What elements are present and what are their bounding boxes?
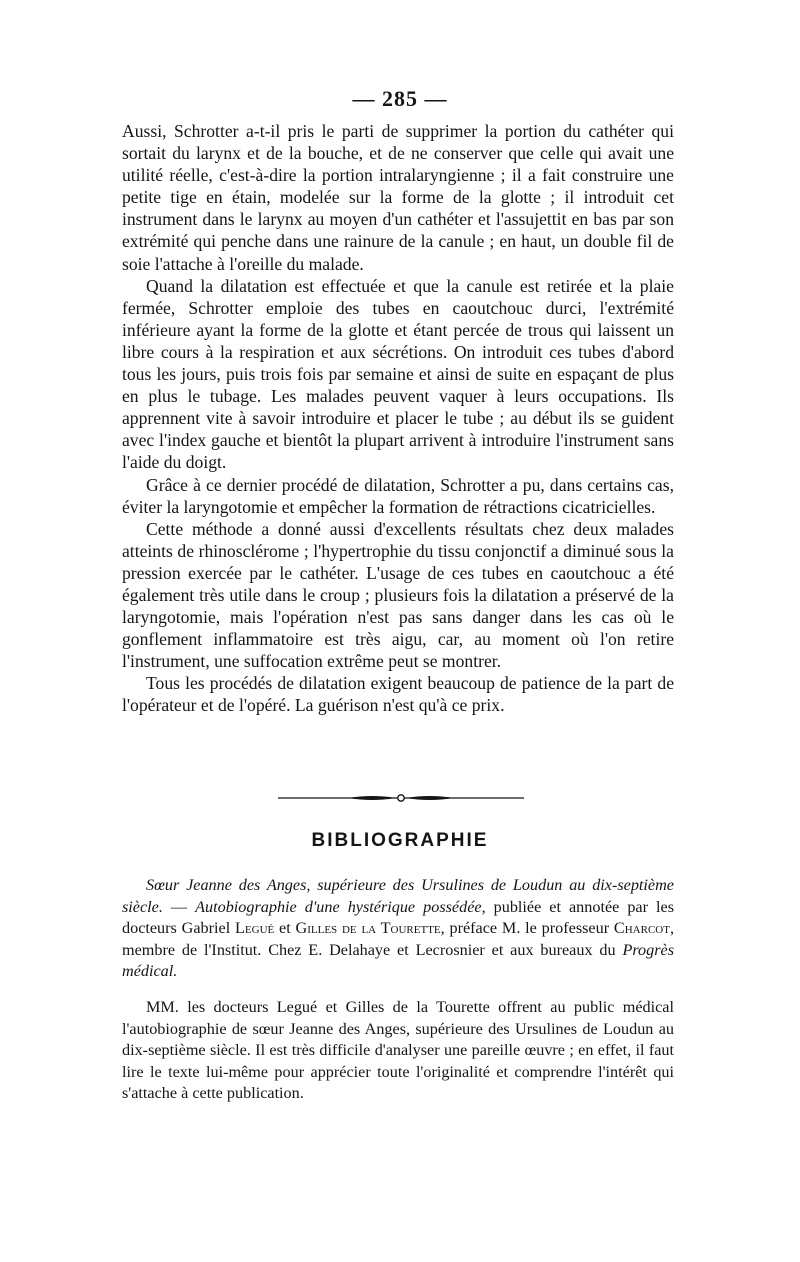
bibliography-entry [122,875,674,983]
entry-text: , préface M. le professeur [440,919,614,938]
section-heading: BIBLIOGRAPHIE [311,830,489,851]
paragraph: Tous les procédés de dilatation exigent beaucoup de patience de la part de l'opérateur et de l'opéré. La guérison n'est qu'à ce prix. [122,673,674,716]
entry-text: publiée et annotée par les docteurs Gabriel [122,897,674,938]
book-title: Sœur Jeanne des Anges, supérieure des Ursulines de Loudun au dix-septième siècle. [122,876,674,916]
paragraph: Cette méthode a donné aussi d'excellents résultats chez deux malades atteints de rhinosclérome ; l'hypertrophie du tissu conjonctif a diminué sous la pression exercée par le cathéter. L'usage de ces tubes en caoutchouc a été également très utile dans le croup ; plusieurs fois la dilatation a préservé de la laryngotomie, mais l'opération n'est pas sans danger dans les cas où le gonflement inflammatoire est très aigu, car, au moment où l'on retire l'instrument, une suffocation extrême peut se montrer. [122,518,674,672]
review-paragraph: MM. les docteurs Legué et Gilles de la Tourette offrent au public médical l'autobiographie de sœur Jeanne des Anges, supérieure des Ursulines de Loudun au dix-septième siècle. Il est très difficile d'analyser une pareille œuvre ; en effet, il faut lire le texte lui-même pour apprécier toute l'originalité et comprendre l'intérêt qui s'attache à cette publication. [122,997,674,1103]
journal-name: Progrès médical. [122,940,674,981]
main-text [122,120,674,717]
entry-text: et [274,919,296,938]
paragraph: Quand la dilatation est effectuée et que la canule est retirée et la plaie fermée, Schrotter emploie des tubes en caoutchouc durci, l'extrémité inférieure ayant la forme de la glotte et étant percée de trous qui laissent un libre cours à la respiration et aux sécrétions. On introduit ces tubes d'abord tous les jours, puis trois fois par semaine et ainsi de suite en espaçant de plus en plus le tubage. Les malades peuvent vaquer à leurs occupations. Ils apprennent vite à savoir introduire et placer le tube ; au début ils se guident avec l'index gauche et bientôt la plupart arrivent à introduire l'instrument sans l'aide du doigt. [122,275,674,473]
author-name: Legué [235,919,275,938]
entry-text: , membre de l'Institut. Chez E. Delahaye et Lecrosnier et aux bureaux du [122,919,674,959]
dash: — [162,897,196,916]
author-name: Charcot [613,919,670,938]
paragraph: Grâce à ce dernier procédé de dilatation, Schrotter a pu, dans certains cas, éviter la laryngotomie et empêcher la formation de rétractions cicatricielles. [122,474,674,517]
ornamental-divider [278,793,524,803]
bibliography-section [122,875,674,1105]
page-number: — 285 — [352,86,448,111]
paragraph: Aussi, Schrotter a-t-il pris le parti de supprimer la portion du cathéter qui sortait du larynx et de la bouche, et de ne conserver que celle qui avait une utilité réelle, c'est-à-dire la portion intralaryngienne ; il a fait construire une petite tige en étain, modelée sur la forme de la glotte ; il introduit cet instrument dans le larynx au moyen d'un cathéter et l'assujettit en bas par son extrémité qui penche dans une rainure de la canule ; en haut, un double fil de soie l'attache à l'oreille du malade. [122,121,674,274]
author-name: Gilles de la Tourette [295,919,441,938]
book-subtitle: Autobiographie d'une hystérique possédée, [195,897,486,916]
